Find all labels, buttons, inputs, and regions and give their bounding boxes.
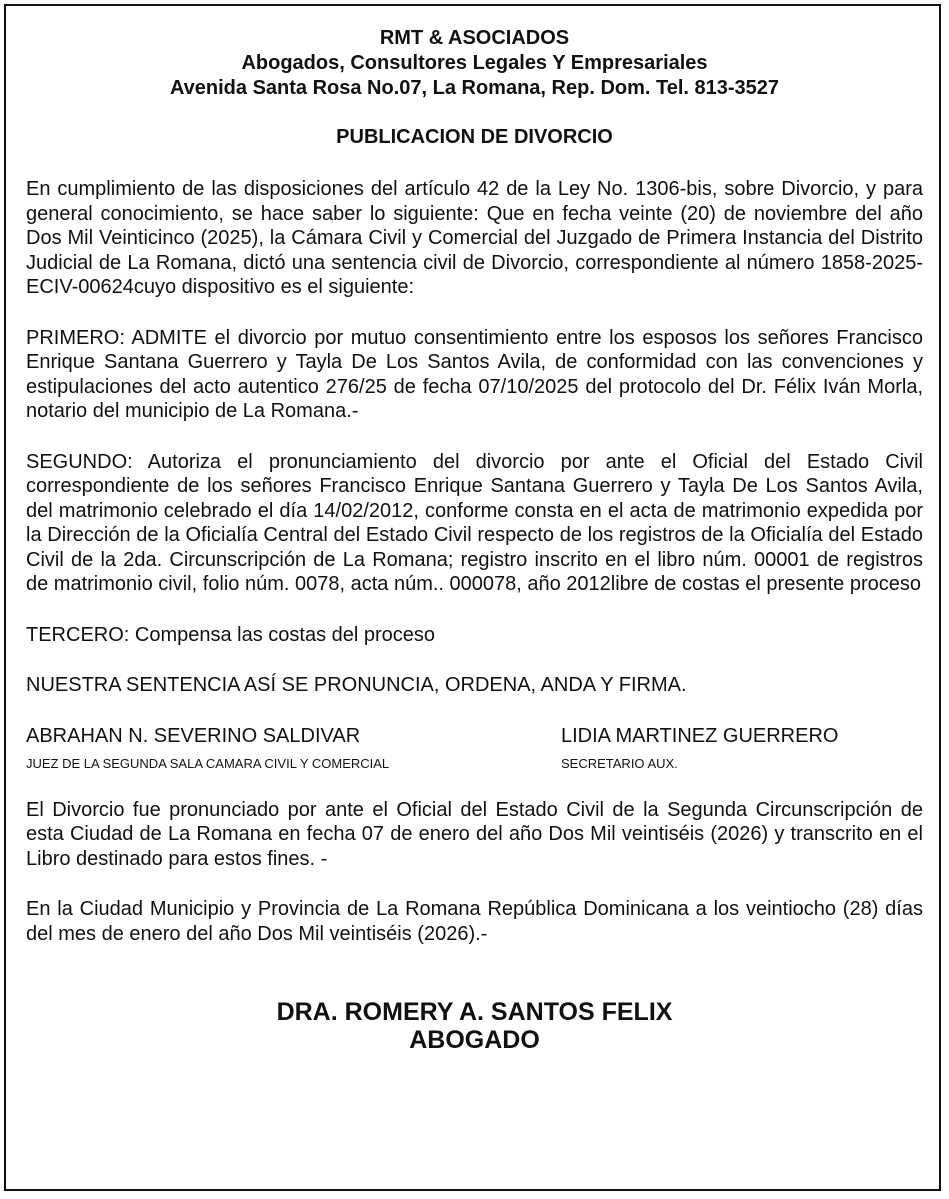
nuestra-paragraph: NUESTRA SENTENCIA ASÍ SE PRONUNCIA, ORDENA, ANDA Y FIRMA. (26, 674, 687, 696)
firm-name: RMT & ASOCIADOS (379, 27, 570, 49)
pronunciado-paragraph: El Divorcio fue pronunciado por ante el Oficial del Estado Civil de la Segunda Circunscripción de esta Ciudad de La Romana en fecha 07 de enero del año Dos Mil veintiséis (2026) y transcrito en el Libro destinado para estos fines. - (26, 798, 923, 870)
notice-frame (4, 4, 941, 1191)
tercero-paragraph: TERCERO: Compensa las costas del proceso (26, 623, 436, 646)
attorney-name: DRA. ROMERY A. SANTOS FELIX (276, 998, 673, 1026)
secretary-title: SECRETARIO AUX. (561, 755, 678, 771)
ciudad-paragraph: En la Ciudad Municipio y Provincia de La Romana República Dominicana a los veintiocho (28) días del mes de enero del año Dos Mil veintiséis (2026).- (26, 898, 923, 945)
primero-paragraph: PRIMERO: ADMITE el divorcio por mutuo consentimiento entre los esposos los señores Francisco Enrique Santana Guerrero y Tayla De Los Santos Avila, de conformidad con las convenciones y estipulaciones del acto autentico 276/25 de fecha 07/10/2025 del protocolo del Dr. Félix Iván Morla, notario del municipio de La Romana.- (26, 326, 923, 422)
intro-paragraph: En cumplimiento de las disposiciones del artículo 42 de la Ley No. 1306-bis, sobre Divorcio, y para general conocimiento, se hace saber lo siguiente: Que en fecha veinte (20) de noviembre del año Dos Mil Veinticinco (2025), la Cámara Civil y Comercial del Juzgado de Primera Instancia del Distrito Judicial de La Romana, dictó una sentencia civil de Divorcio, correspondiente al número 1858-2025-ECIV-00624cuyo dispositivo es el siguiente: (26, 178, 923, 298)
page-title: PUBLICACION DE DIVORCIO (336, 126, 613, 148)
signature-titles (26, 756, 923, 772)
signature-names (26, 724, 923, 748)
firm-subtitle: Abogados, Consultores Legales Y Empresariales (241, 52, 708, 74)
firm-address: Avenida Santa Rosa No.07, La Romana, Rep. Dom. Tel. 813-3527 (169, 77, 780, 99)
secretary-name: LIDIA MARTINEZ GUERRERO (561, 724, 839, 747)
judge-name: ABRAHAN N. SEVERINO SALDIVAR (26, 724, 361, 747)
segundo-paragraph: SEGUNDO: Autoriza el pronunciamiento del divorcio por ante el Oficial del Estado Civil correspondiente de los señores Francisco Enrique Santana Guerrero y Tayla De Los Santos Avila, del matrimonio celebrado el día 14/02/2012, conforme consta en el acta de matrimonio expedida por la Dirección de la Oficialía Central del Estado Civil respecto de los registros de la Oficialía del Estado Civil de la 2da. Circunscripción de La Romana; registro inscrito en el libro núm. 00001 de registros de matrimonio civil, folio núm. 0078, acta núm.. 000078, año 2012libre de costas el presente proceso (26, 450, 923, 595)
attorney-title: ABOGADO (409, 1026, 540, 1054)
judge-title: JUEZ DE LA SEGUNDA SALA CAMARA CIVIL Y COMERCIAL (26, 755, 390, 771)
notice-content (26, 26, 923, 1054)
